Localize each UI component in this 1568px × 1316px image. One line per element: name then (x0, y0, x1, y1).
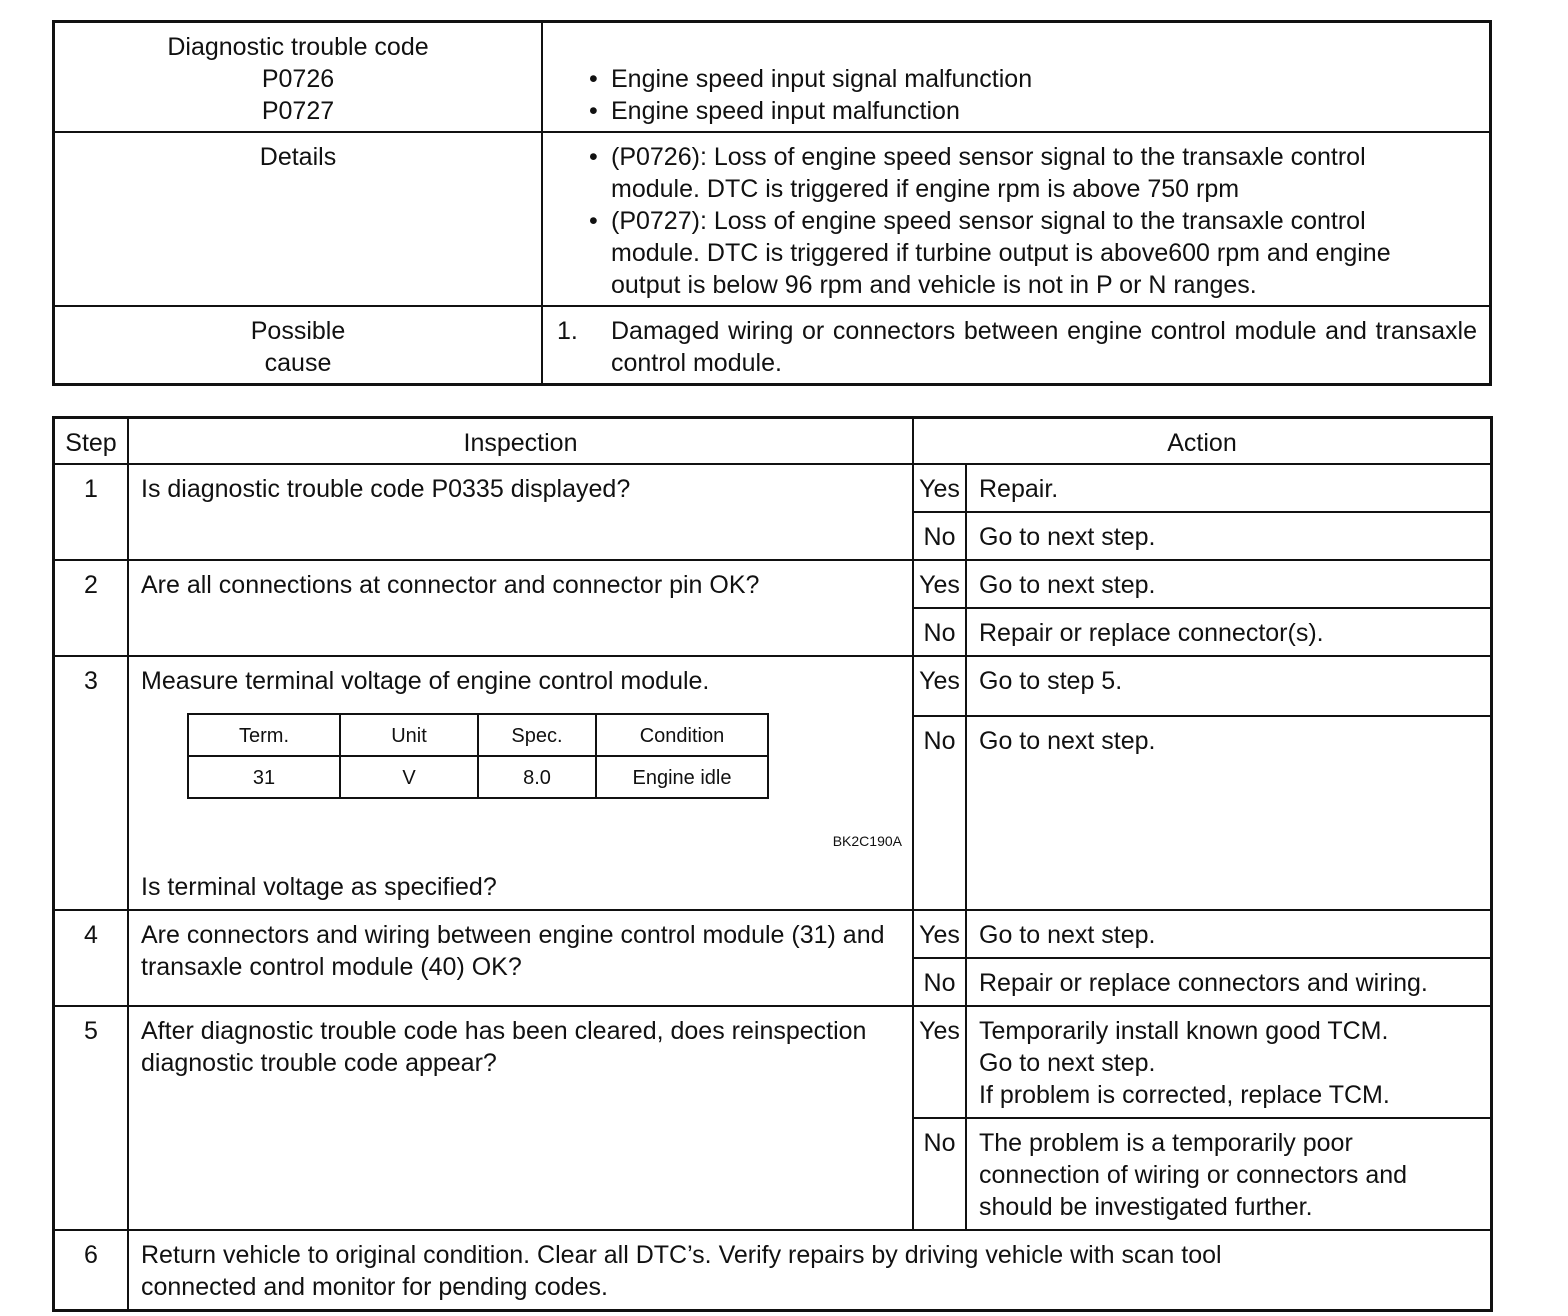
dtc-description-cell (542, 22, 1491, 133)
no-label: No (913, 716, 966, 910)
inspection-text: Are connectors and wiring between engine control module (31) and transaxle control module (40) OK? (128, 910, 913, 1006)
yes-action-cell (966, 1006, 1492, 1118)
step-header: Step (54, 418, 129, 465)
spec-value: 8.0 (478, 756, 596, 798)
detail-item: • (P0727): Loss of engine speed sensor signal to the transaxle control module. DTC is triggered if turbine output is above600 rpm and engine output is below 96 rpm and vehicle is not in P or N ranges. (555, 205, 1459, 301)
yes-action: Go to next step. (966, 910, 1492, 958)
detail-item: • (P0726): Loss of engine speed sensor signal to the transaxle control module. DTC is triggered if engine rpm is above 750 rpm (555, 141, 1459, 205)
yes-label: Yes (913, 560, 966, 608)
no-label: No (913, 1118, 966, 1230)
spec-value-row (188, 756, 768, 798)
no-action: Repair or replace connectors and wiring. (966, 958, 1492, 1006)
yes-label: Yes (913, 910, 966, 958)
cause-cell (542, 306, 1491, 385)
no-action: The problem is a temporarily poor connection of wiring or connectors and should be investigated further. (966, 1118, 1492, 1230)
no-label: No (913, 958, 966, 1006)
yes-action: Go to next step. (966, 560, 1492, 608)
step-number: 4 (54, 910, 129, 1006)
dtc-label: Diagnostic trouble code (167, 33, 429, 61)
spec-value: 31 (188, 756, 340, 798)
action-header: Action (913, 418, 1492, 465)
step-number: 5 (54, 1006, 129, 1230)
inspection-text: Are all connections at connector and connector pin OK? (128, 560, 913, 656)
inspection-steps-table (52, 416, 1493, 1312)
spec-header: Term. (188, 714, 340, 756)
figure-code: BK2C190A (832, 833, 902, 849)
details-label: Details (54, 132, 543, 306)
spec-value: V (340, 756, 478, 798)
dtc-code: P0726 (261, 65, 335, 93)
spec-header-row (188, 714, 768, 756)
cause-label: cause (264, 349, 332, 377)
step-row (54, 910, 1492, 958)
dtc-row (54, 22, 1491, 133)
no-label: No (913, 608, 966, 656)
cause-item (555, 315, 1477, 379)
step-row (54, 1230, 1492, 1311)
spec-value: Engine idle (596, 756, 768, 798)
dtc-code: P0727 (261, 97, 335, 125)
yes-label: Yes (913, 656, 966, 716)
final-step-text: Return vehicle to original condition. Clear all DTC’s. Verify repairs by driving vehicle with scan tool connected and monitor for pending codes. (128, 1230, 1492, 1311)
terminal-spec-table (187, 713, 769, 799)
spec-header: Condition (596, 714, 768, 756)
yes-label: Yes (913, 1006, 966, 1118)
yes-action-line: Temporarily install known good TCM. (979, 1017, 1389, 1045)
yes-action: Go to step 5. (966, 656, 1492, 716)
yes-label: Yes (913, 464, 966, 512)
inspection-question: Is terminal voltage as specified? (141, 873, 497, 901)
dtc-description: • Engine speed input signal malfunction (555, 63, 1477, 95)
dtc-label-cell (54, 22, 543, 133)
yes-action: Repair. (966, 464, 1492, 512)
inspection-text: After diagnostic trouble code has been cleared, does reinspection diagnostic trouble code appear? (128, 1006, 913, 1230)
step-row (54, 464, 1492, 512)
step-number: 3 (54, 656, 129, 910)
inspection-text: Is diagnostic trouble code P0335 displayed? (128, 464, 913, 560)
cause-row (54, 306, 1491, 385)
yes-action-line: If problem is corrected, replace TCM. (979, 1081, 1390, 1109)
spec-header: Unit (340, 714, 478, 756)
inspection-text: Measure terminal voltage of engine control module. (141, 667, 710, 695)
no-label: No (913, 512, 966, 560)
step-row (54, 560, 1492, 608)
details-cell (542, 132, 1491, 306)
cause-number: 1. (557, 317, 578, 345)
step-row (54, 1006, 1492, 1118)
inspection-cell (128, 656, 913, 910)
inspection-header: Inspection (128, 418, 913, 465)
no-action: Go to next step. (966, 512, 1492, 560)
header-row (54, 418, 1492, 465)
cause-label: Possible (250, 317, 346, 345)
no-action: Repair or replace connector(s). (966, 608, 1492, 656)
step-number: 2 (54, 560, 129, 656)
cause-label-cell (54, 306, 543, 385)
no-action: Go to next step. (966, 716, 1492, 910)
details-row (54, 132, 1491, 306)
dtc-summary-table (52, 20, 1492, 386)
step-number: 1 (54, 464, 129, 560)
yes-action-line: Go to next step. (979, 1049, 1156, 1077)
spec-header: Spec. (478, 714, 596, 756)
step-row (54, 656, 1492, 716)
cause-text: Damaged wiring or connectors between engine control module and transaxle control module. (611, 317, 1477, 377)
dtc-description: • Engine speed input malfunction (555, 95, 1477, 127)
step-number: 6 (54, 1230, 129, 1311)
